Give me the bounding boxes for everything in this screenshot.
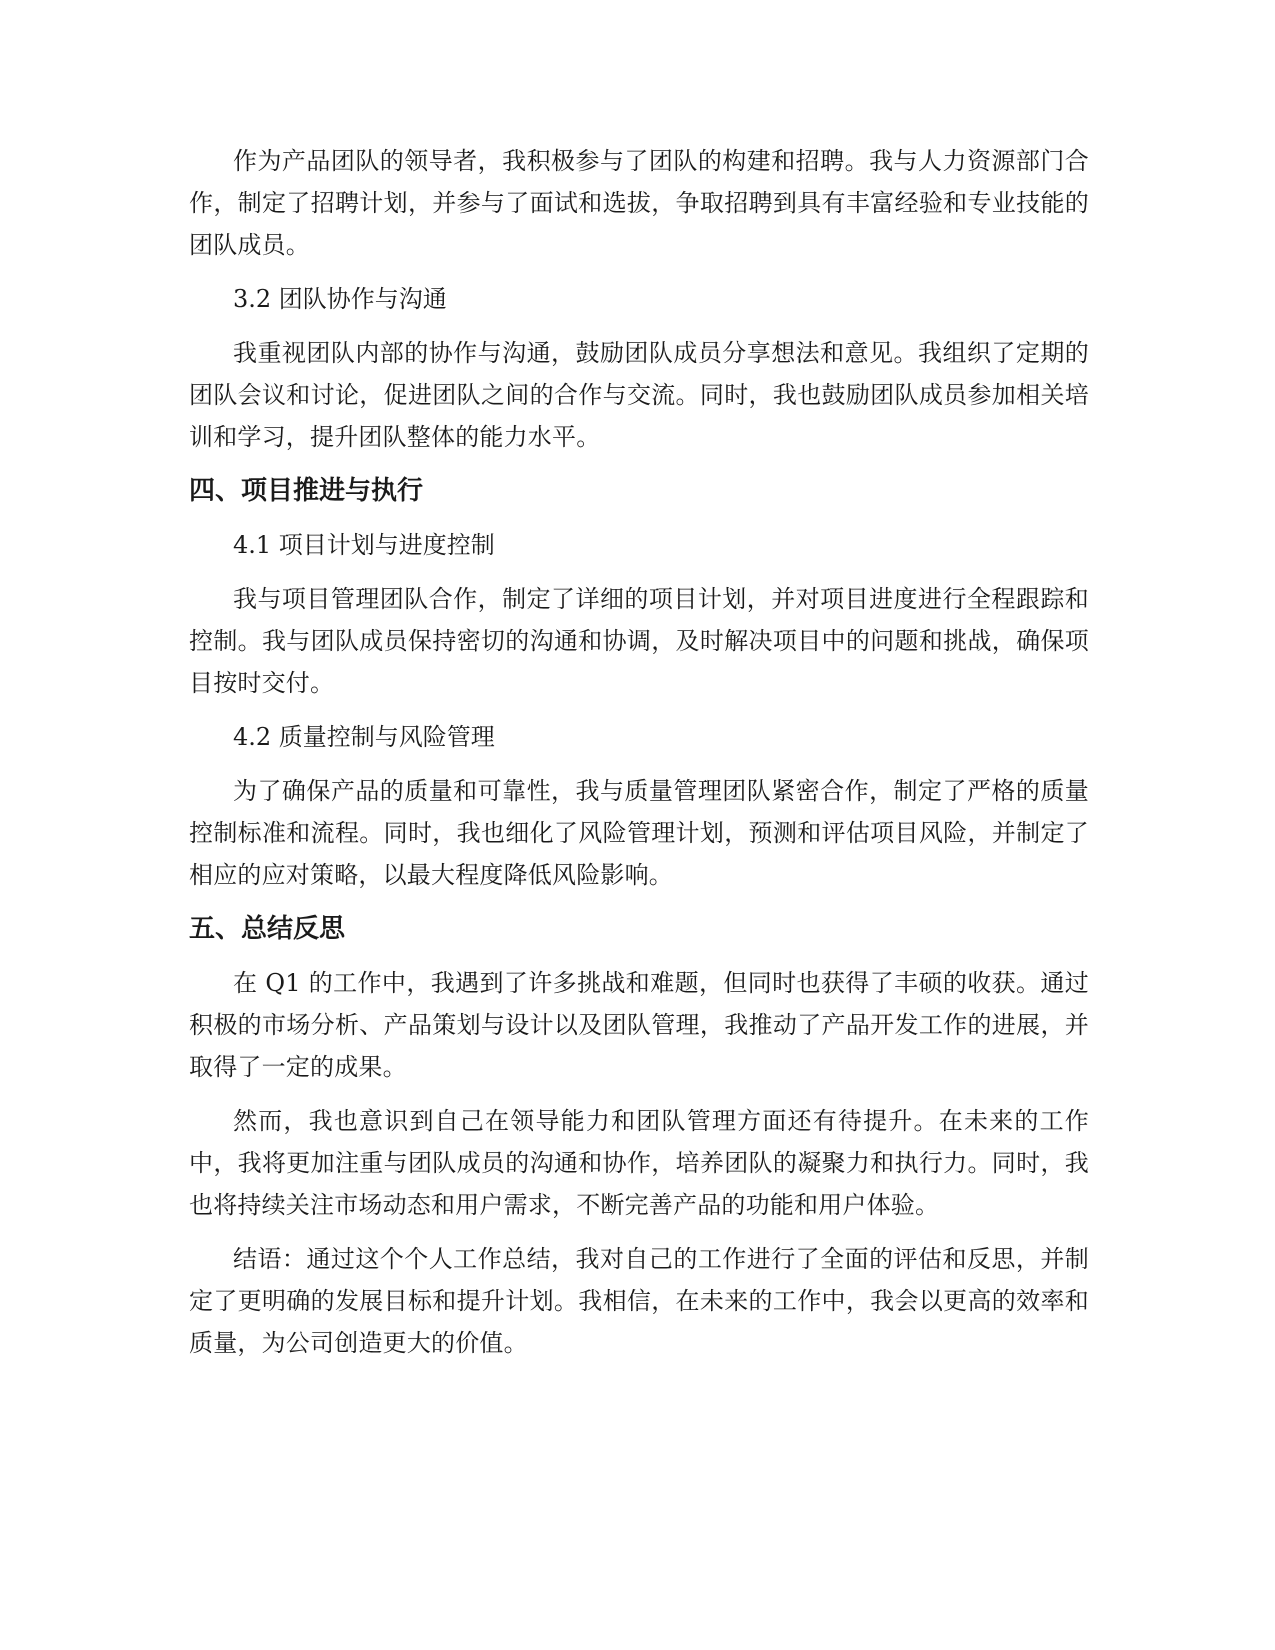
paragraph-quality-risk: 为了确保产品的质量和可靠性，我与质量管理团队紧密合作，制定了严格的质量控制标准和流程。同时，我也细化了风险管理计划，预测和评估项目风险，并制定了相应的应对策略，以最大程度降低风险影响。 [189,777,1089,889]
paragraph-project-plan: 我与项目管理团队合作，制定了详细的项目计划，并对项目进度进行全程跟踪和控制。我与团队成员保持密切的沟通和协调，及时解决项目中的问题和挑战，确保项目按时交付。 [189,585,1089,697]
document-page [189,140,1089,1376]
section-heading-5: 五、总结反思 [189,914,346,944]
subheading-4-2: 4.2 质量控制与风险管理 [233,723,495,751]
subheading-4-1: 4.1 项目计划与进度控制 [233,531,495,559]
paragraph-conclusion: 结语：通过这个个人工作总结，我对自己的工作进行了全面的评估和反思，并制定了更明确的发展目标和提升计划。我相信，在未来的工作中，我会以更高的效率和质量，为公司创造更大的价值。 [189,1245,1089,1357]
paragraph-team-communication: 我重视团队内部的协作与沟通，鼓励团队成员分享想法和意见。我组织了定期的团队会议和讨论，促进团队之间的合作与交流。同时，我也鼓励团队成员参加相关培训和学习，提升团队整体的能力水平。 [189,339,1089,451]
subheading-3-2: 3.2 团队协作与沟通 [233,285,447,313]
paragraph-q1-summary: 在 Q1 的工作中，我遇到了许多挑战和难题，但同时也获得了丰硕的收获。通过积极的市场分析、产品策划与设计以及团队管理，我推动了产品开发工作的进展，并取得了一定的成果。 [189,969,1089,1081]
paragraph-improvement: 然而，我也意识到自己在领导能力和团队管理方面还有待提升。在未来的工作中，我将更加注重与团队成员的沟通和协作，培养团队的凝聚力和执行力。同时，我也将持续关注市场动态和用户需求，不断完善产品的功能和用户体验。 [189,1107,1089,1219]
section-heading-4: 四、项目推进与执行 [189,476,424,506]
paragraph-team-building: 作为产品团队的领导者，我积极参与了团队的构建和招聘。我与人力资源部门合作，制定了招聘计划，并参与了面试和选拔，争取招聘到具有丰富经验和专业技能的团队成员。 [189,147,1089,259]
